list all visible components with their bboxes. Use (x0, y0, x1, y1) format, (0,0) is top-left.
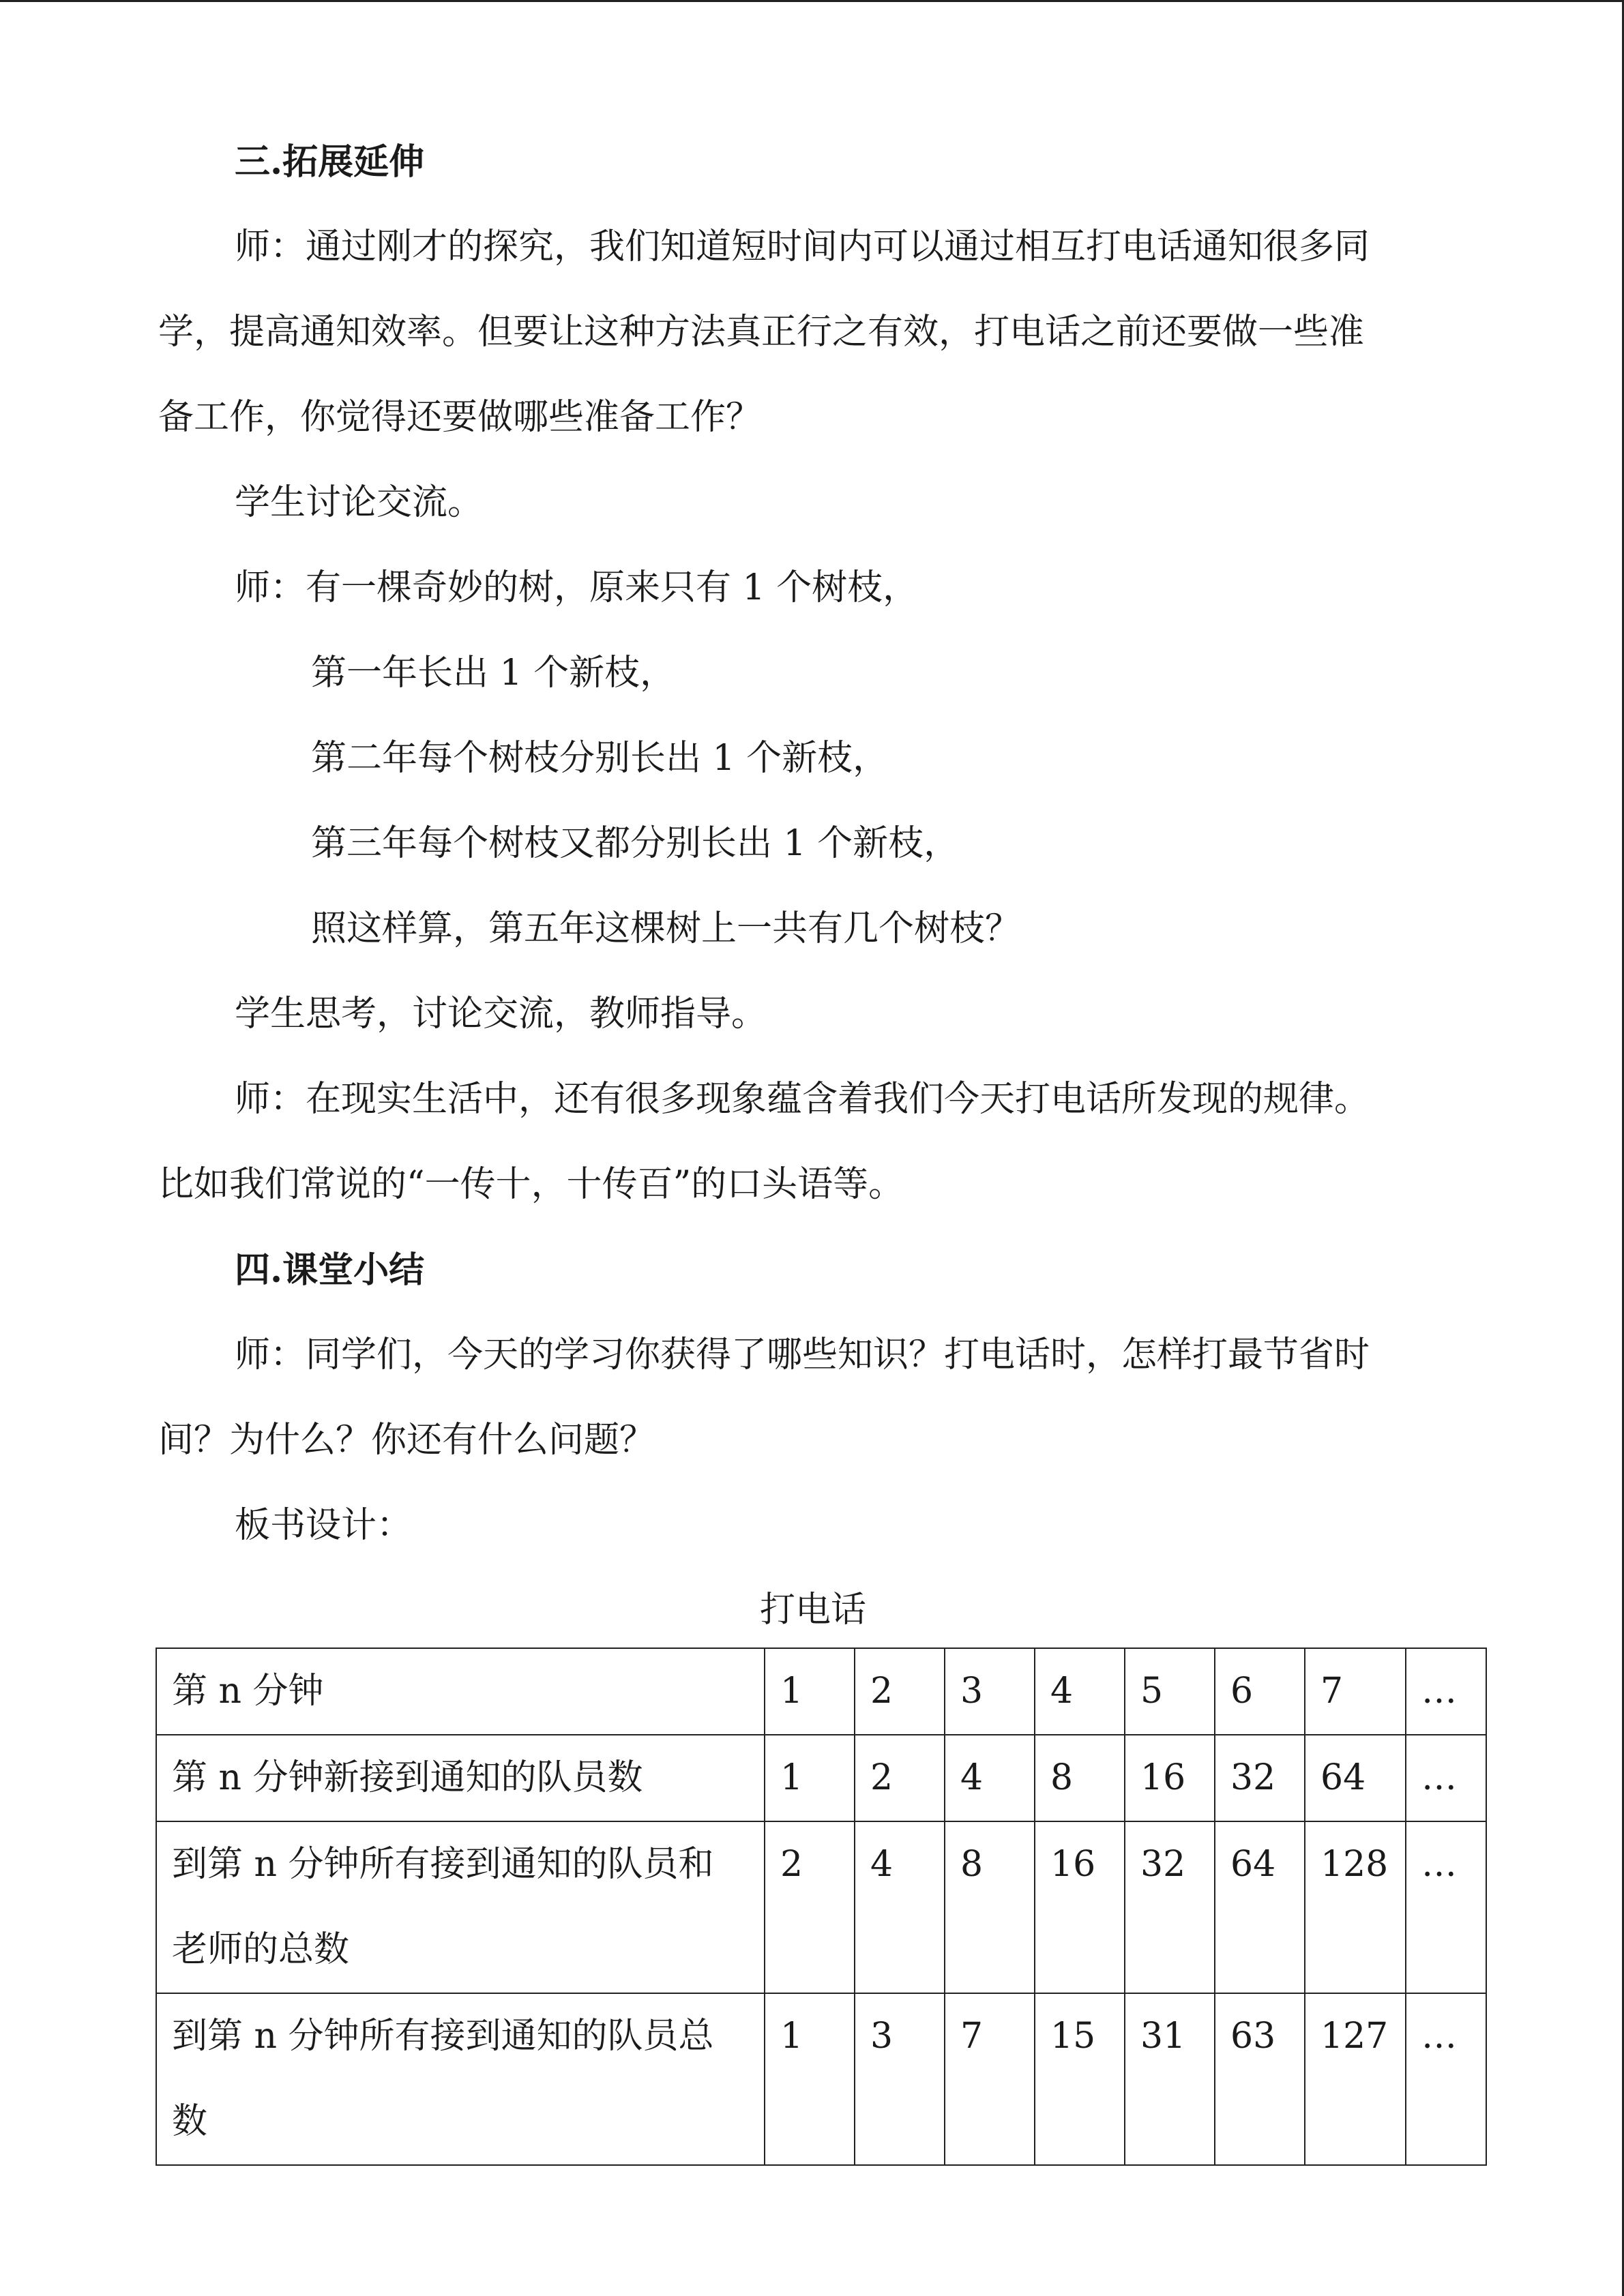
section-3-paragraph-9-line-2: 比如我们常说的“一传十，十传百”的口头语等。 (158, 1164, 904, 1205)
table-cell: 3 (945, 1648, 1035, 1735)
table-cell: 15 (1035, 1993, 1125, 2165)
ellipsis-cell: … (1406, 1735, 1486, 1821)
section-4-paragraph-2: 板书设计： (235, 1505, 413, 1546)
table-cell: 4 (945, 1735, 1035, 1821)
table-cell: 128 (1305, 1821, 1406, 1993)
page-border-top (0, 0, 1624, 2)
table-cell: 31 (1125, 1993, 1215, 2165)
section-3-paragraph-2: 学生讨论交流。 (235, 482, 484, 523)
row-label (156, 1993, 765, 2165)
row-label: 第 n 分钟新接到通知的队员数 (156, 1735, 765, 1821)
table-cell: 32 (1125, 1821, 1215, 1993)
table-cell: 1 (765, 1735, 855, 1821)
section-3-paragraph-7: 照这样算，第五年这棵树上一共有几个树枝？ (311, 908, 1021, 949)
section-4-paragraph-1-line-2: 间？为什么？你还有什么问题？ (158, 1420, 655, 1461)
table-cell: 3 (855, 1993, 945, 2165)
table-row (156, 1993, 1486, 2165)
ellipsis-cell: … (1406, 1993, 1486, 2165)
ellipsis-cell: … (1406, 1821, 1486, 1993)
table-cell: 6 (1215, 1648, 1305, 1735)
table-cell: 32 (1215, 1735, 1305, 1821)
table-row (156, 1648, 1486, 1735)
table-cell: 16 (1125, 1735, 1215, 1821)
table-cell: 4 (855, 1821, 945, 1993)
section-4-paragraph-1-line-1: 师：同学们，今天的学习你获得了哪些知识？打电话时，怎样打最节省时 (235, 1335, 1370, 1375)
table-cell: 7 (945, 1993, 1035, 2165)
row-label: 第 n 分钟 (156, 1648, 765, 1735)
section-3-paragraph-6: 第三年每个树枝又都分别长出 1 个新枝， (311, 823, 960, 864)
ellipsis-cell: … (1406, 1648, 1486, 1735)
table-cell: 16 (1035, 1821, 1125, 1993)
table-cell: 64 (1215, 1821, 1305, 1993)
table-row (156, 1821, 1486, 1993)
section-3-paragraph-4: 第一年长出 1 个新枝， (311, 653, 676, 694)
section-3-paragraph-3: 师：有一棵奇妙的树，原来只有 1 个树枝， (235, 567, 919, 608)
table-cell: 1 (765, 1648, 855, 1735)
table-cell: 127 (1305, 1993, 1406, 2165)
table-cell: 4 (1035, 1648, 1125, 1735)
section-3-paragraph-1-line-1: 师：通过刚才的探究，我们知道短时间内可以通过相互打电话通知很多同 (235, 226, 1370, 267)
row-label-line-2: 数 (172, 2101, 208, 2142)
table-cell: 2 (855, 1735, 945, 1821)
table-cell: 64 (1305, 1735, 1406, 1821)
section-3-paragraph-1-line-3: 备工作，你觉得还要做哪些准备工作？ (158, 397, 762, 438)
table-cell: 8 (1035, 1735, 1125, 1821)
row-label (156, 1821, 765, 1993)
table-cell: 2 (855, 1648, 945, 1735)
table-cell: 5 (1125, 1648, 1215, 1735)
table-cell: 8 (945, 1821, 1035, 1993)
section-3-heading: 三.拓展延伸 (235, 141, 425, 183)
row-label-line-1: 到第 n 分钟所有接到通知的队员总 (172, 2016, 714, 2057)
board-design-table (156, 1648, 1487, 2166)
table-cell: 1 (765, 1993, 855, 2165)
section-3-paragraph-1-line-2: 学，提高通知效率。但要让这种方法真正行之有效，打电话之前还要做一些准 (158, 312, 1365, 353)
section-4-heading: 四.课堂小结 (235, 1249, 425, 1291)
table-cell: 63 (1215, 1993, 1305, 2165)
table-row (156, 1735, 1486, 1821)
board-caption: 打电话 (759, 1590, 866, 1630)
document-body (158, 119, 1468, 1648)
row-label-line-1: 到第 n 分钟所有接到通知的队员和 (172, 1844, 714, 1885)
section-3-paragraph-5: 第二年每个树枝分别长出 1 个新枝， (311, 738, 889, 779)
section-3-paragraph-8: 学生思考，讨论交流，教师指导。 (235, 994, 767, 1034)
row-label-line-2: 老师的总数 (172, 1929, 350, 1970)
table-cell: 2 (765, 1821, 855, 1993)
section-3-paragraph-9-line-1: 师：在现实生活中，还有很多现象蕴含着我们今天打电话所发现的规律。 (235, 1079, 1370, 1120)
table-cell: 7 (1305, 1648, 1406, 1735)
